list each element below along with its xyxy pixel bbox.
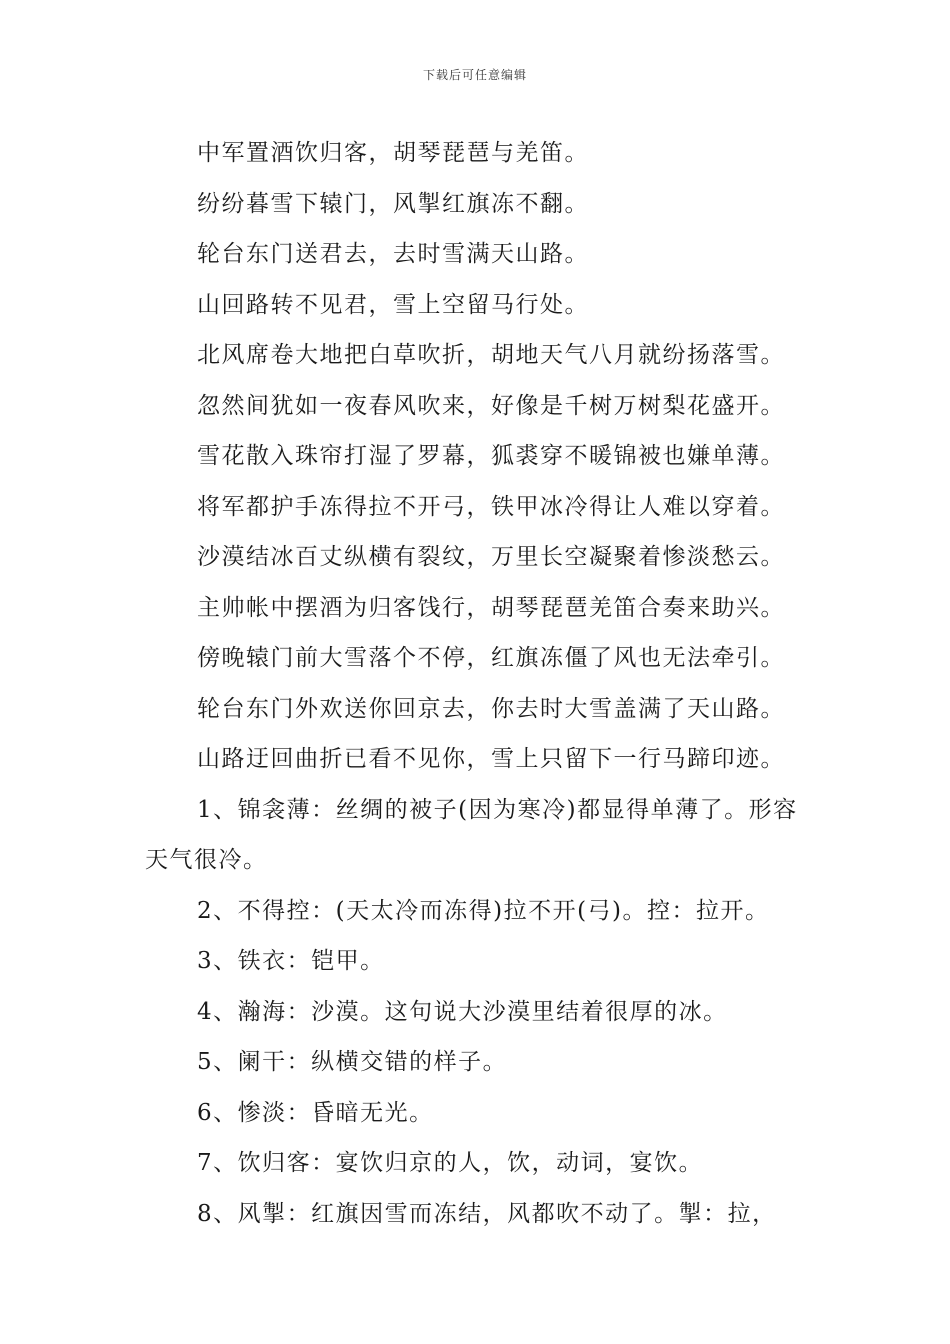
translation-line: 忽然间犹如一夜春风吹来，好像是千树万树梨花盛开。 bbox=[197, 392, 785, 419]
translation-line: 沙漠结冰百丈纵横有裂纹，万里长空凝聚着惨淡愁云。 bbox=[197, 544, 785, 570]
poem-line: 轮台东门送君去，去时雪满天山路。 bbox=[197, 241, 589, 267]
page-header: 下载后可任意编辑 bbox=[422, 68, 527, 82]
note-item: 2、不得控：(天太冷而冻得)拉不开(弓)。控：拉开。 bbox=[197, 897, 770, 924]
note-item: 5、阑干：纵横交错的样子。 bbox=[197, 1049, 508, 1075]
translation-line: 北风席卷大地把白草吹折，胡地天气八月就纷扬落雪。 bbox=[197, 342, 785, 368]
note-item: 8、风掣：红旗因雪而冻结，风都吹不动了。掣：拉， bbox=[197, 1200, 777, 1227]
translation-line: 雪花散入珠帘打湿了罗幕，狐裘穿不暖锦被也嫌单薄。 bbox=[197, 443, 785, 469]
translation-line: 将军都护手冻得拉不开弓，铁甲冰冷得让人难以穿着。 bbox=[197, 493, 785, 520]
translation-section bbox=[145, 330, 810, 785]
note-item: 6、惨淡：昏暗无光。 bbox=[197, 1099, 434, 1126]
note-item: 4、瀚海：沙漠。这句说大沙漠里结着很厚的冰。 bbox=[197, 998, 728, 1025]
note-item: 1、锦衾薄：丝绸的被子(因为寒冷)都显得单薄了。形容天气很冷。 bbox=[145, 796, 798, 873]
note-item: 3、铁衣：铠甲。 bbox=[197, 948, 385, 974]
translation-line: 轮台东门外欢送你回京去，你去时大雪盖满了天山路。 bbox=[197, 695, 785, 722]
translation-line: 傍晚辕门前大雪落个不停，红旗冻僵了风也无法牵引。 bbox=[197, 645, 785, 671]
translation-line: 主帅帐中摆酒为归客饯行，胡琴琵琶羌笛合奏来助兴。 bbox=[197, 594, 785, 621]
note-item: 7、饮归客：宴饮归京的人，饮，动词，宴饮。 bbox=[197, 1150, 704, 1176]
poem-section bbox=[145, 128, 810, 330]
translation-line: 山路迂回曲折已看不见你，雪上只留下一行马蹄印迹。 bbox=[197, 746, 785, 772]
notes-section bbox=[145, 785, 810, 1240]
poem-line: 山回路转不见君，雪上空留马行处。 bbox=[197, 291, 589, 318]
poem-line: 纷纷暮雪下辕门，风掣红旗冻不翻。 bbox=[197, 190, 589, 217]
poem-line: 中军置酒饮归客，胡琴琵琶与羌笛。 bbox=[197, 140, 589, 166]
document-body bbox=[145, 128, 810, 1239]
